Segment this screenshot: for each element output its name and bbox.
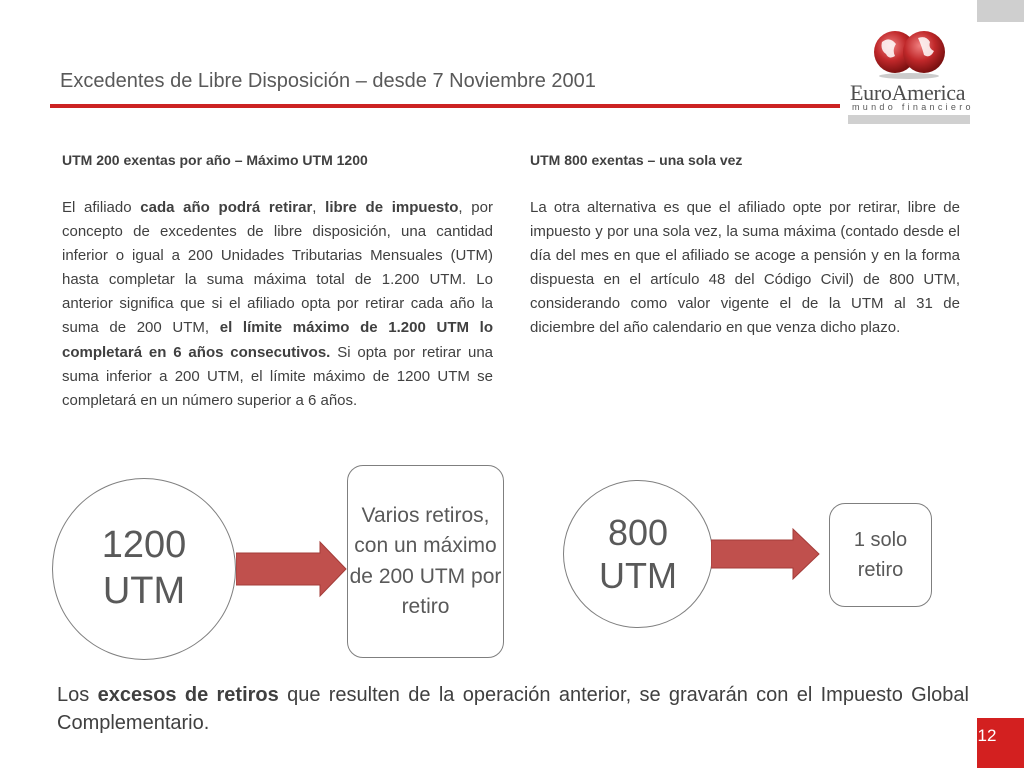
logo-bar bbox=[848, 115, 970, 124]
circle-800-utm bbox=[563, 480, 713, 628]
single-withdrawal-text: 1 solo retiro bbox=[853, 529, 908, 581]
single-withdrawal-box bbox=[829, 503, 932, 607]
logo-tagline: mundo financiero bbox=[852, 102, 974, 112]
right-column-heading: UTM 800 exentas – una sola vez bbox=[530, 152, 743, 168]
circle-800-line2: UTM bbox=[599, 555, 677, 596]
multiple-withdrawals-box bbox=[347, 465, 504, 658]
logo-wordmark: EuroAmerica bbox=[850, 80, 966, 105]
globe-logo-icon bbox=[848, 30, 973, 85]
corner-decoration bbox=[977, 0, 1024, 22]
arrow-right-icon bbox=[711, 527, 821, 581]
page-title: Excedentes de Libre Disposición – desde 7 Noviembre 2001 bbox=[60, 70, 596, 92]
multiple-withdrawals-text: Varios retiros, con un máximo de 200 UTM por retiro bbox=[349, 503, 502, 618]
circle-1200-utm bbox=[52, 478, 236, 660]
title-underline bbox=[50, 104, 840, 108]
right-column-body: La otra alternativa es que el afiliado opte por retirar, libre de impuesto y por una sola vez, la suma máxima (contado desde el día del mes en que el afiliado se acoge a pensión y en la forma dispuesta en el artículo 48 del Código Civil) de 800 UTM, considerando como valor vigente el de la UTM al 31 de diciembre del año calendario en que venza dicho plazo. bbox=[530, 199, 960, 337]
left-column-body: El afiliado cada año podrá retirar, libre de impuesto, por concepto de excedentes de libre disposición, una cantidad inferior o igual a 200 Unidades Tributarias Mensuales (UTM) hasta completar la suma máxima total de 1.200 UTM. Lo anterior significa que si el afiliado opta por retirar cada año la suma de 200 UTM, el límite máximo de 1.200 UTM lo completará en 6 años consecutivos. Si opta por retirar una suma inferior a 200 UTM, el límite máximo de 1200 UTM se completará en un número superior a 6 años. bbox=[62, 199, 494, 409]
page-number: 12 bbox=[977, 726, 997, 745]
euroamerica-logo bbox=[848, 30, 973, 125]
page-number-badge bbox=[977, 718, 1024, 768]
circle-800-line1: 800 bbox=[607, 511, 669, 553]
arrow-right-icon bbox=[236, 540, 348, 598]
left-column-heading: UTM 200 exentas por año – Máximo UTM 1200 bbox=[62, 152, 368, 168]
footer-note: Los excesos de retiros que resulten de la operación anterior, se gravarán con el Impuesto Global Complementario. bbox=[57, 684, 969, 734]
circle-1200-line1: 1200 bbox=[101, 524, 187, 567]
circle-1200-line2: UTM bbox=[102, 570, 186, 612]
